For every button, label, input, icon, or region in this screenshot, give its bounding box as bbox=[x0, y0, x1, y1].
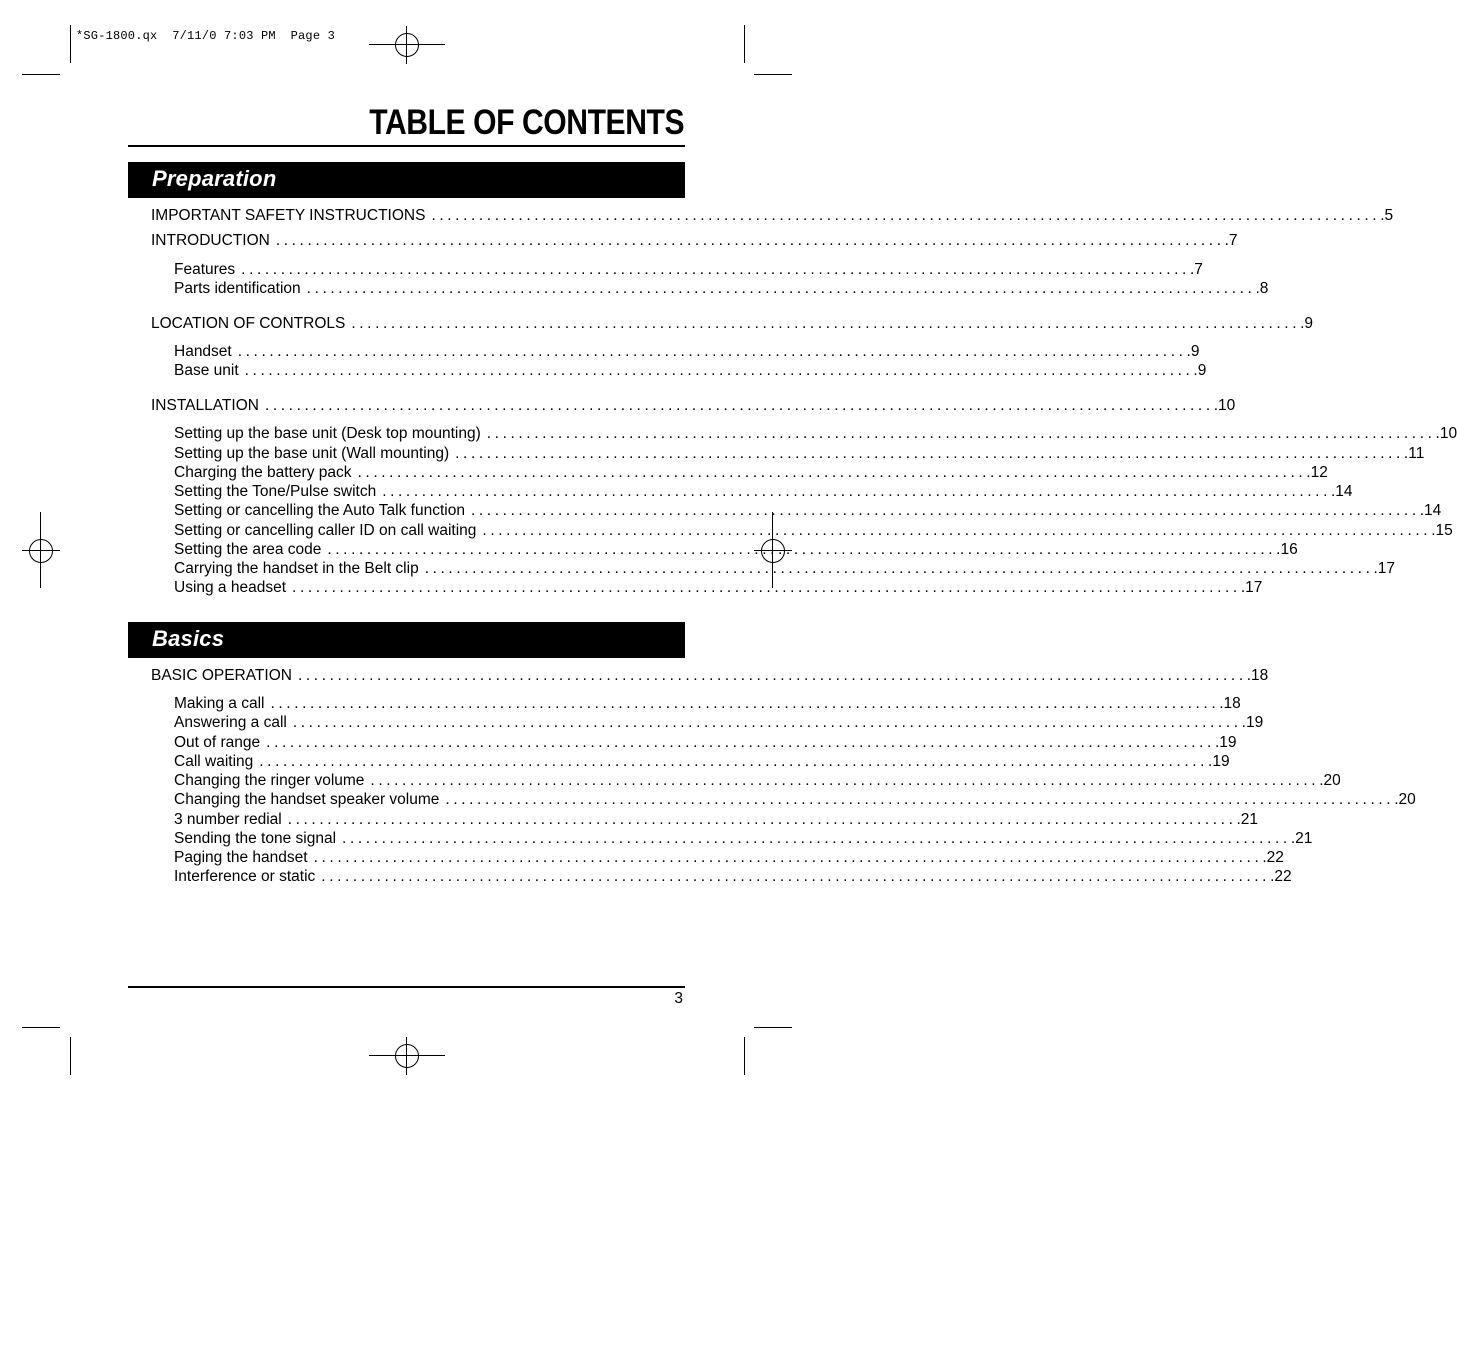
section-header-preparation bbox=[128, 162, 685, 198]
toc-leader-dots: ........................................................................................................................ bbox=[424, 560, 1374, 577]
toc-entry bbox=[174, 734, 1237, 753]
toc-leader-dots: ........................................................................................................................ bbox=[321, 868, 1271, 885]
toc-entry bbox=[174, 791, 1416, 810]
toc-entry bbox=[151, 397, 1236, 416]
crop-mark bbox=[754, 1027, 792, 1028]
toc-leader-dots: ........................................................................................................................ bbox=[313, 849, 1263, 866]
toc-entry-page: .7 bbox=[1224, 232, 1238, 249]
toc-entry bbox=[174, 714, 1264, 733]
toc-entry bbox=[174, 541, 1298, 560]
toc-entry-page: .17 bbox=[1373, 560, 1396, 577]
toc-leader-dots: ........................................................................................................................ bbox=[244, 362, 1194, 379]
crop-mark bbox=[744, 25, 745, 63]
toc-entry bbox=[174, 811, 1259, 830]
toc-entry-label: Making a call bbox=[174, 695, 265, 712]
toc-entry-page: .10 bbox=[1213, 397, 1236, 414]
toc-entry-page: .9 bbox=[1300, 315, 1314, 332]
toc-entry-label: Out of range bbox=[174, 734, 261, 751]
toc-leader-dots: ........................................................................................................................ bbox=[327, 541, 1277, 558]
toc-entry-label: BASIC OPERATION bbox=[151, 667, 292, 684]
toc-entry-page: .19 bbox=[1208, 753, 1230, 770]
toc-leader-dots: ........................................................................................................................ bbox=[486, 425, 1436, 442]
toc-entry bbox=[174, 502, 1442, 521]
toc-entry bbox=[151, 232, 1238, 251]
toc-entry-page: .19 bbox=[1214, 734, 1237, 751]
crop-mark bbox=[22, 1027, 60, 1028]
crop-mark bbox=[70, 1037, 71, 1075]
toc-entry-label: Handset bbox=[174, 343, 232, 360]
toc-entry-label: Parts identification bbox=[174, 280, 301, 297]
crop-mark bbox=[754, 74, 792, 75]
toc-entry bbox=[174, 849, 1284, 868]
toc-entry-label: Features bbox=[174, 261, 236, 278]
toc-entry-label: Using a headset bbox=[174, 579, 287, 596]
toc-entry-label: Changing the handset speaker volume bbox=[174, 791, 440, 808]
toc-entry bbox=[174, 522, 1453, 541]
toc-entry bbox=[174, 483, 1353, 502]
toc-entry-label: INTRODUCTION bbox=[151, 232, 270, 249]
toc-leader-dots: ........................................................................................................................ bbox=[455, 445, 1404, 462]
toc-entry-label: Answering a call bbox=[174, 714, 287, 731]
toc-leader-dots: ........................................................................................................................ bbox=[270, 695, 1220, 712]
toc-leader-dots: ........................................................................................................................ bbox=[287, 811, 1237, 828]
toc-entry bbox=[174, 772, 1341, 791]
toc-entry-label: Setting up the base unit (Desk top mounting) bbox=[174, 425, 481, 442]
section-title: Basics bbox=[152, 626, 225, 651]
toc-entry-label: Carrying the handset in the Belt clip bbox=[174, 560, 419, 577]
toc-leader-dots: ........................................................................................................................ bbox=[382, 483, 1331, 500]
toc-entry-label: IMPORTANT SAFETY INSTRUCTIONS bbox=[151, 207, 426, 224]
toc-entry-page: .9 bbox=[1186, 343, 1200, 360]
toc-entry bbox=[174, 830, 1313, 849]
toc-entry-label: Charging the battery pack bbox=[174, 464, 352, 481]
toc-leader-dots: ........................................................................................................................ bbox=[241, 261, 1190, 278]
section-title: Preparation bbox=[152, 166, 277, 191]
toc-entry-label: 3 number redial bbox=[174, 811, 282, 828]
toc-entry-page: .10 bbox=[1435, 425, 1457, 442]
toc-entry-page: .15 bbox=[1431, 522, 1453, 539]
toc-entry-label: Setting or cancelling the Auto Talk function bbox=[174, 502, 465, 519]
toc-entry bbox=[174, 445, 1425, 464]
toc-entry-page: .19 bbox=[1241, 714, 1264, 731]
toc-leader-dots: ........................................................................................................................ bbox=[259, 753, 1209, 770]
title-rule bbox=[128, 145, 685, 147]
toc-entry-label: Setting the Tone/Pulse switch bbox=[174, 483, 377, 500]
toc-entry-page: .14 bbox=[1330, 483, 1353, 500]
toc-leader-dots: ........................................................................................................................ bbox=[306, 280, 1256, 297]
toc-leader-dots: ........................................................................................................................ bbox=[237, 343, 1187, 360]
toc-entry bbox=[151, 207, 1394, 226]
toc-entry bbox=[174, 464, 1328, 483]
toc-leader-dots: ........................................................................................................................ bbox=[297, 667, 1247, 684]
toc-entry-label: Interference or static bbox=[174, 868, 316, 885]
crop-mark bbox=[70, 25, 71, 63]
toc-entry-label: INSTALLATION bbox=[151, 397, 259, 414]
toc-entry-page: .22 bbox=[1262, 849, 1284, 866]
toc-entry bbox=[174, 280, 1269, 299]
toc-entry bbox=[174, 753, 1230, 772]
toc-entry-label: Sending the tone signal bbox=[174, 830, 337, 847]
toc-entry-page: .17 bbox=[1240, 579, 1263, 596]
section-header-basics bbox=[128, 622, 685, 658]
page-number: 3 bbox=[674, 990, 683, 1007]
toc-leader-dots: ........................................................................................................................ bbox=[292, 579, 1241, 596]
toc-leader-dots: ........................................................................................................................ bbox=[264, 397, 1214, 414]
toc-entry bbox=[151, 667, 1269, 686]
toc-entry-label: Paging the handset bbox=[174, 849, 308, 866]
crop-mark bbox=[744, 1037, 745, 1075]
toc-entry bbox=[174, 579, 1263, 598]
toc-entry bbox=[174, 560, 1396, 579]
toc-entry-page: .16 bbox=[1276, 541, 1298, 558]
toc-entry-page: .8 bbox=[1255, 280, 1269, 297]
toc-leader-dots: ........................................................................................................................ bbox=[351, 315, 1301, 332]
toc-entry-page: .18 bbox=[1219, 695, 1241, 712]
toc-leader-dots: ........................................................................................................................ bbox=[266, 734, 1215, 751]
toc-entry-page: .20 bbox=[1319, 772, 1341, 789]
footer-rule bbox=[128, 986, 685, 988]
toc-entry-page: .20 bbox=[1394, 791, 1416, 808]
toc-leader-dots: ........................................................................................................................ bbox=[292, 714, 1242, 731]
toc-leader-dots: ........................................................................................................................ bbox=[357, 464, 1307, 481]
toc-entry-label: Setting the area code bbox=[174, 541, 322, 558]
toc-entry bbox=[174, 261, 1203, 280]
print-slug: *SG-1800.qx 7/11/0 7:03 PM Page 3 bbox=[76, 29, 336, 43]
toc-leader-dots: ........................................................................................................................ bbox=[370, 772, 1320, 789]
toc-entry bbox=[151, 315, 1314, 334]
toc-entry-page: .14 bbox=[1419, 502, 1442, 519]
toc-leader-dots: ........................................................................................................................ bbox=[275, 232, 1225, 249]
toc-entry-label: Setting up the base unit (Wall mounting) bbox=[174, 445, 450, 462]
toc-entry-page: .22 bbox=[1270, 868, 1292, 885]
toc-entry-label: Call waiting bbox=[174, 753, 254, 770]
toc-entry-label: Changing the ringer volume bbox=[174, 772, 365, 789]
toc-entry-page: .12 bbox=[1306, 464, 1328, 481]
toc-entry-page: .21 bbox=[1290, 830, 1313, 847]
toc-leader-dots: ........................................................................................................................ bbox=[445, 791, 1395, 808]
toc-entry bbox=[174, 695, 1241, 714]
toc-entry-page: .5 bbox=[1380, 207, 1394, 224]
toc-entry-page: .21 bbox=[1236, 811, 1259, 828]
toc-entry-label: Setting or cancelling caller ID on call waiting bbox=[174, 522, 477, 539]
toc-entry-page: .18 bbox=[1246, 667, 1269, 684]
toc-leader-dots: ........................................................................................................................ bbox=[470, 502, 1420, 519]
toc-entry-label: LOCATION OF CONTROLS bbox=[151, 315, 346, 332]
toc-entry-page: .9 bbox=[1193, 362, 1207, 379]
toc-entry-label: Base unit bbox=[174, 362, 239, 379]
toc-entry bbox=[174, 343, 1200, 362]
toc-entry bbox=[174, 362, 1207, 381]
toc-entry-page: .7 bbox=[1189, 261, 1203, 278]
page-title: TABLE OF CONTENTS bbox=[369, 103, 684, 142]
toc-leader-dots: ........................................................................................................................ bbox=[431, 207, 1381, 224]
toc-entry bbox=[174, 868, 1292, 887]
crop-mark bbox=[22, 74, 60, 75]
toc-leader-dots: ........................................................................................................................ bbox=[482, 522, 1432, 539]
toc-entry-page: .11 bbox=[1403, 445, 1425, 462]
toc-entry bbox=[174, 425, 1457, 444]
toc-leader-dots: ........................................................................................................................ bbox=[342, 830, 1291, 847]
